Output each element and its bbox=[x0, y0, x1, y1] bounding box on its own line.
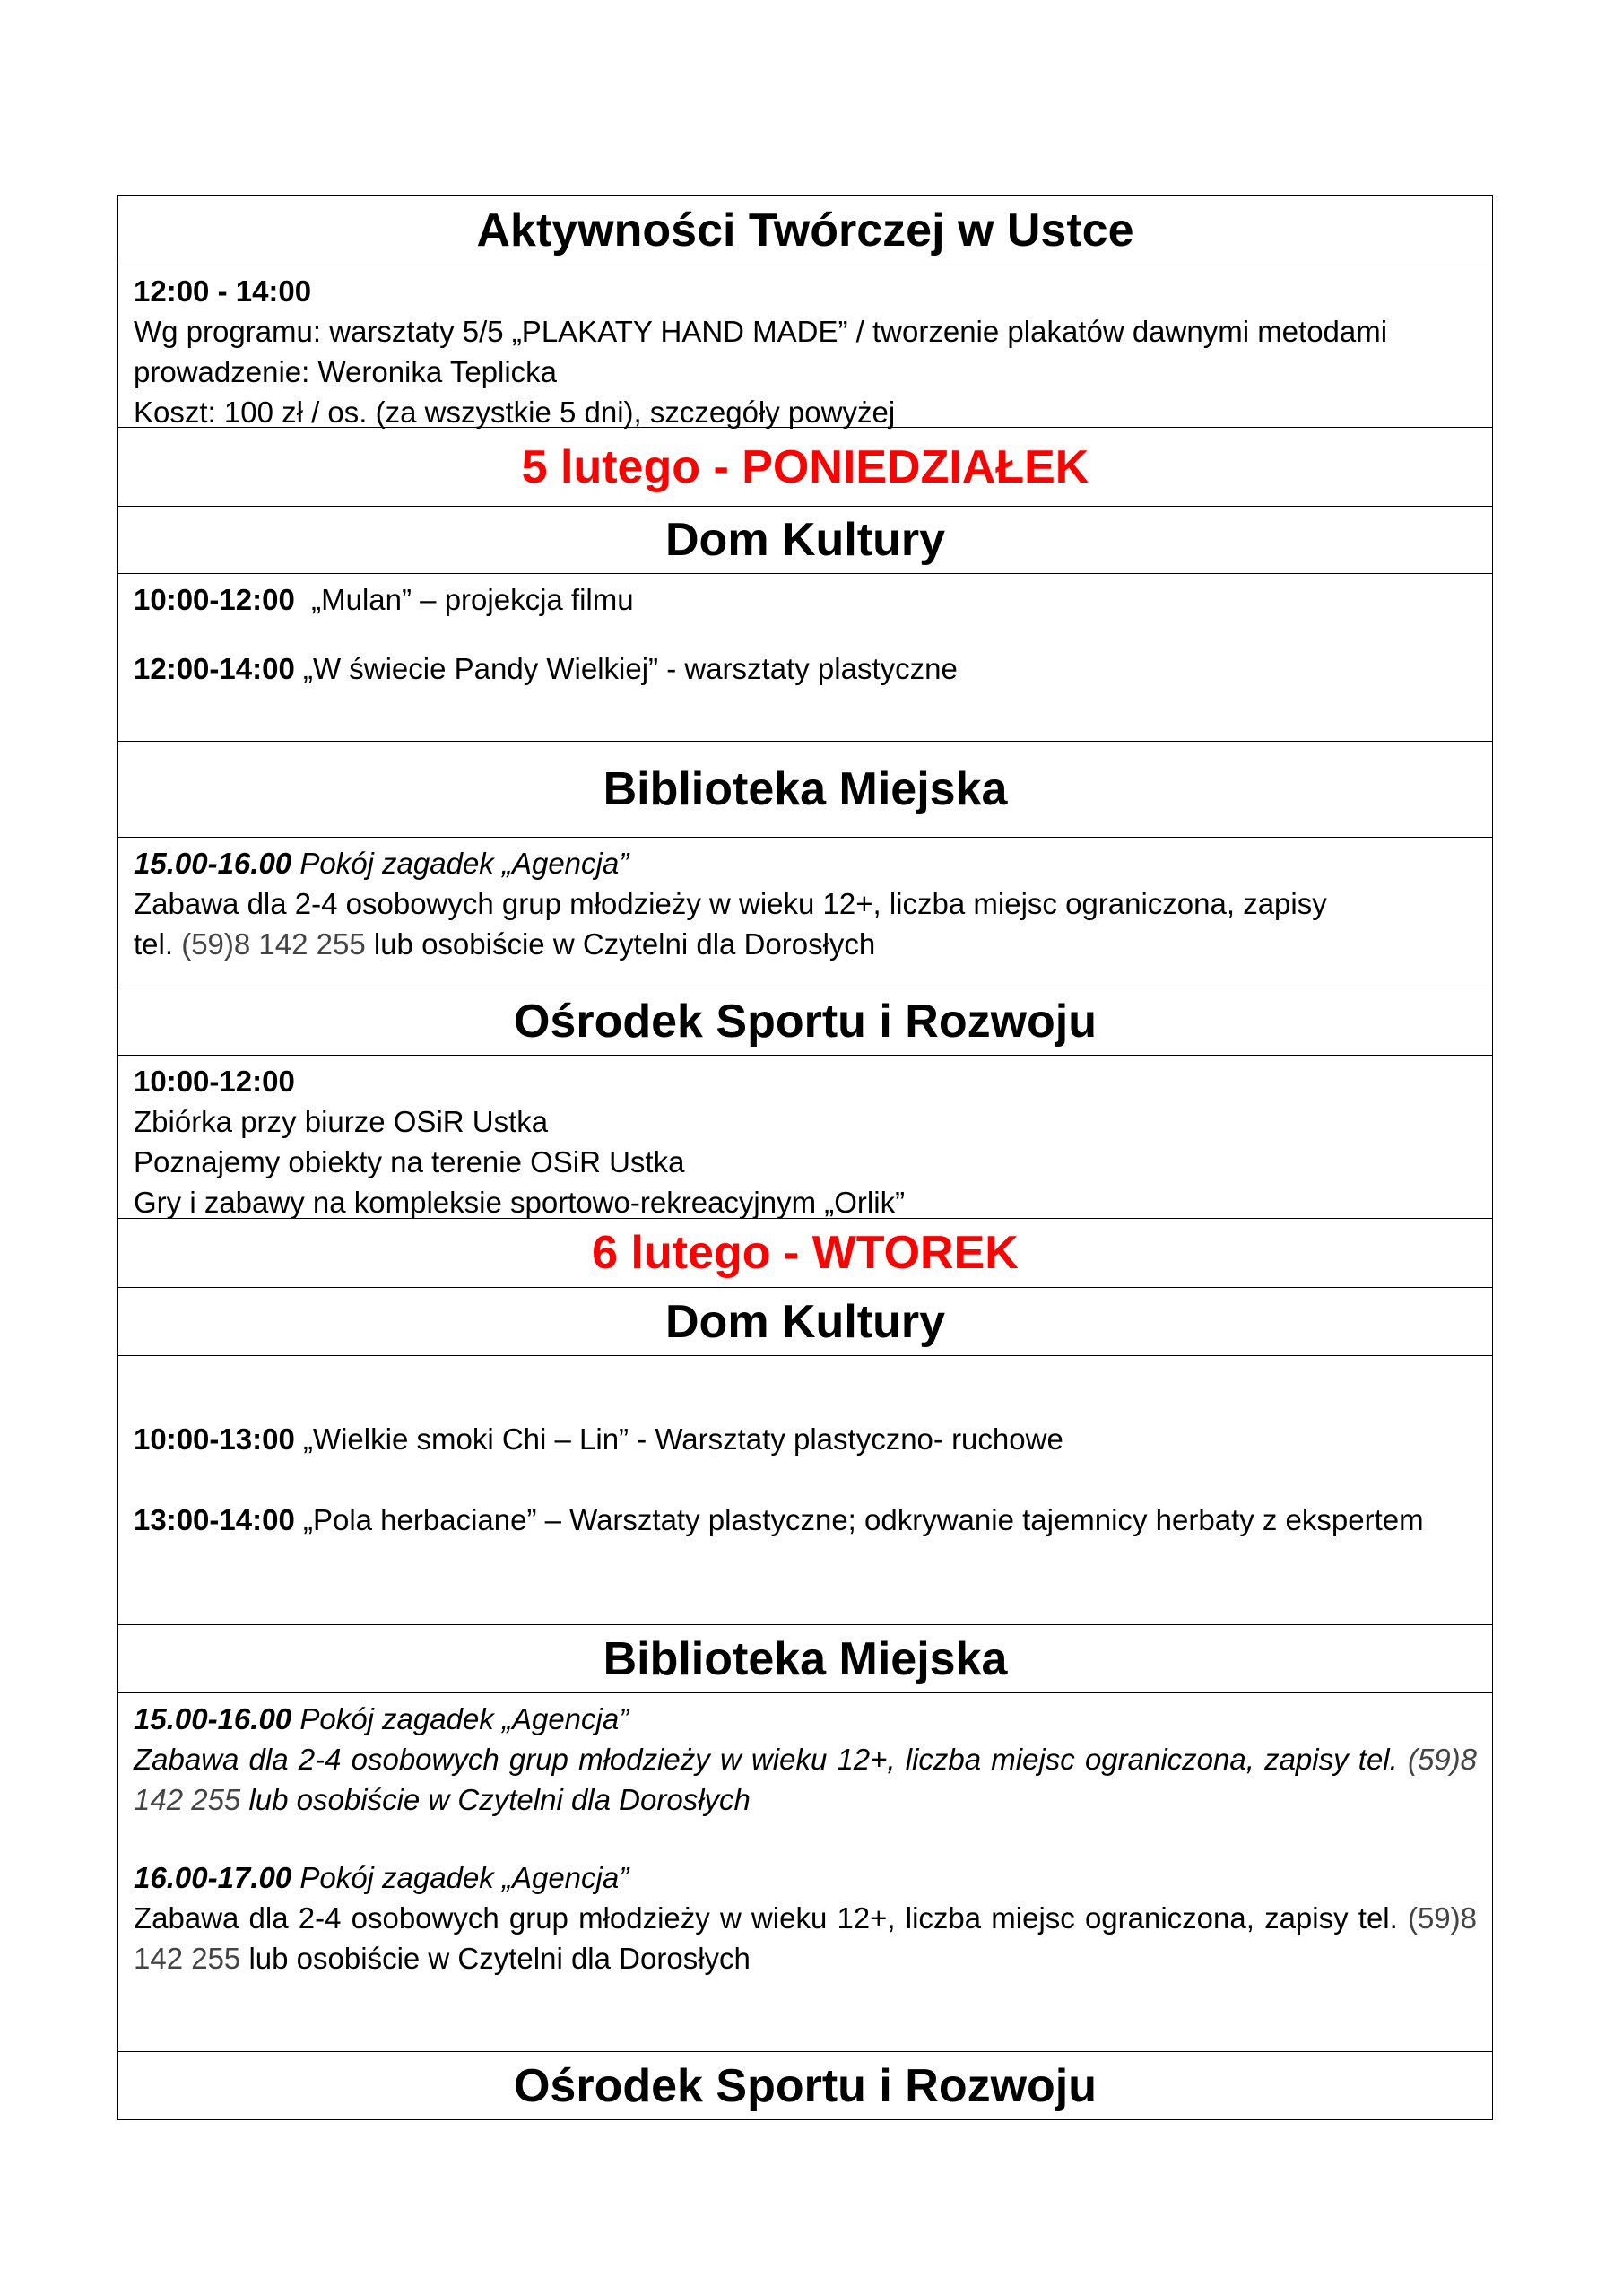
event-time: 15.00-16.00 bbox=[134, 1702, 292, 1735]
venue-title: Dom Kultury bbox=[665, 514, 945, 566]
venue-header bbox=[118, 1287, 1492, 1355]
phone-number: (59)8 142 255 bbox=[181, 927, 366, 961]
event-line bbox=[134, 648, 1477, 689]
event-time: 15.00-16.00 bbox=[134, 847, 292, 880]
event-cell bbox=[118, 1355, 1492, 1624]
event-text: Zabawa dla 2-4 osobowych grup młodzieży w wieku 12+, liczba miejsc ograniczona, zapisy tel. (59)8 142 255 lub osobiście w Czytelni dla Dorosłych bbox=[134, 1743, 1478, 1816]
event-time: 13:00-14:00 bbox=[134, 1503, 295, 1536]
event-line bbox=[134, 1419, 1477, 1459]
event-cell bbox=[118, 1692, 1492, 2051]
event-line bbox=[134, 579, 1477, 620]
event-instructor: prowadzenie: Weronika Teplicka bbox=[134, 355, 558, 388]
event-cell bbox=[118, 573, 1492, 741]
event-text: Zabawa dla 2-4 osobowych grup młodzieży w wieku 12+, liczba miejsc ograniczona, zapisy bbox=[134, 887, 1327, 920]
day-header bbox=[118, 1218, 1492, 1287]
event-line bbox=[134, 1500, 1477, 1540]
venue-title: Biblioteka Miejska bbox=[603, 763, 1008, 815]
event-text: „W świecie Pandy Wielkiej” - warsztaty plastyczne bbox=[302, 652, 958, 685]
event-room: Pokój zagadek „Agencja” bbox=[299, 1861, 629, 1894]
venue-header bbox=[118, 196, 1492, 265]
event-cost: Koszt: 100 zł / os. (za wszystkie 5 dni), szczegóły powyżej bbox=[134, 396, 896, 429]
venue-title: Dom Kultury bbox=[665, 1295, 945, 1348]
schedule-table bbox=[117, 195, 1493, 2120]
event-time: 12:00-14:00 bbox=[134, 652, 295, 685]
event-contact: tel. (59)8 142 255 lub osobiście w Czytelni dla Dorosłych bbox=[134, 927, 876, 961]
event-line bbox=[134, 1857, 1477, 1898]
venue-header bbox=[118, 2051, 1492, 2119]
event-room: Pokój zagadek „Agencja” bbox=[299, 1702, 629, 1735]
day-title: 6 lutego - WTOREK bbox=[592, 1227, 1019, 1279]
event-text: Poznajemy obiekty na terenie OSiR Ustka bbox=[134, 1145, 685, 1178]
event-text: Gry i zabawy na kompleksie sportowo-rekreacyjnym „Orlik” bbox=[134, 1186, 906, 1219]
event-text: Zbiórka przy biurze OSiR Ustka bbox=[134, 1105, 549, 1138]
event-time: 10:00-12:00 bbox=[134, 1065, 295, 1098]
day-title: 5 lutego - PONIEDZIAŁEK bbox=[521, 440, 1089, 493]
event-text: Zabawa dla 2-4 osobowych grup młodzieży w wieku 12+, liczba miejsc ograniczona, zapisy tel. (59)8 142 255 lub osobiście w Czytelni dla Dorosłych bbox=[134, 1901, 1478, 1975]
venue-header bbox=[118, 1624, 1492, 1692]
event-time: 10:00-12:00 bbox=[134, 583, 295, 616]
venue-header bbox=[118, 506, 1492, 573]
phone-number: (59)8 142 255 bbox=[134, 1901, 1478, 1975]
venue-title: Ośrodek Sportu i Rozwoju bbox=[513, 995, 1098, 1048]
event-line bbox=[134, 1699, 1477, 1739]
venue-title: Ośrodek Sportu i Rozwoju bbox=[513, 2059, 1098, 2112]
event-cell bbox=[118, 1055, 1492, 1218]
venue-title: Biblioteka Miejska bbox=[603, 1632, 1008, 1685]
day-header bbox=[118, 427, 1492, 506]
event-text: „Wielkie smoki Chi – Lin” - Warsztaty plastyczno- ruchowe bbox=[302, 1422, 1063, 1456]
event-cell bbox=[118, 265, 1492, 427]
venue-header bbox=[118, 741, 1492, 837]
event-time: 10:00-13:00 bbox=[134, 1422, 295, 1456]
event-time: 12:00 - 14:00 bbox=[134, 274, 312, 308]
event-line bbox=[134, 843, 1477, 883]
event-cell bbox=[118, 837, 1492, 987]
venue-header bbox=[118, 987, 1492, 1055]
phone-number: (59)8 142 255 bbox=[134, 1743, 1478, 1816]
event-text: „Mulan” – projekcja filmu bbox=[311, 583, 634, 616]
event-time: 16.00-17.00 bbox=[134, 1861, 292, 1894]
venue-title: Aktywności Twórczej w Ustce bbox=[476, 204, 1134, 257]
event-room: Pokój zagadek „Agencja” bbox=[299, 847, 629, 880]
event-description: Wg programu: warsztaty 5/5 „PLAKATY HAND MADE” / tworzenie plakatów dawnymi metodami bbox=[134, 315, 1388, 348]
event-text: „Pola herbaciane” – Warsztaty plastyczne; odkrywanie tajemnicy herbaty z ekspertem bbox=[302, 1503, 1424, 1536]
